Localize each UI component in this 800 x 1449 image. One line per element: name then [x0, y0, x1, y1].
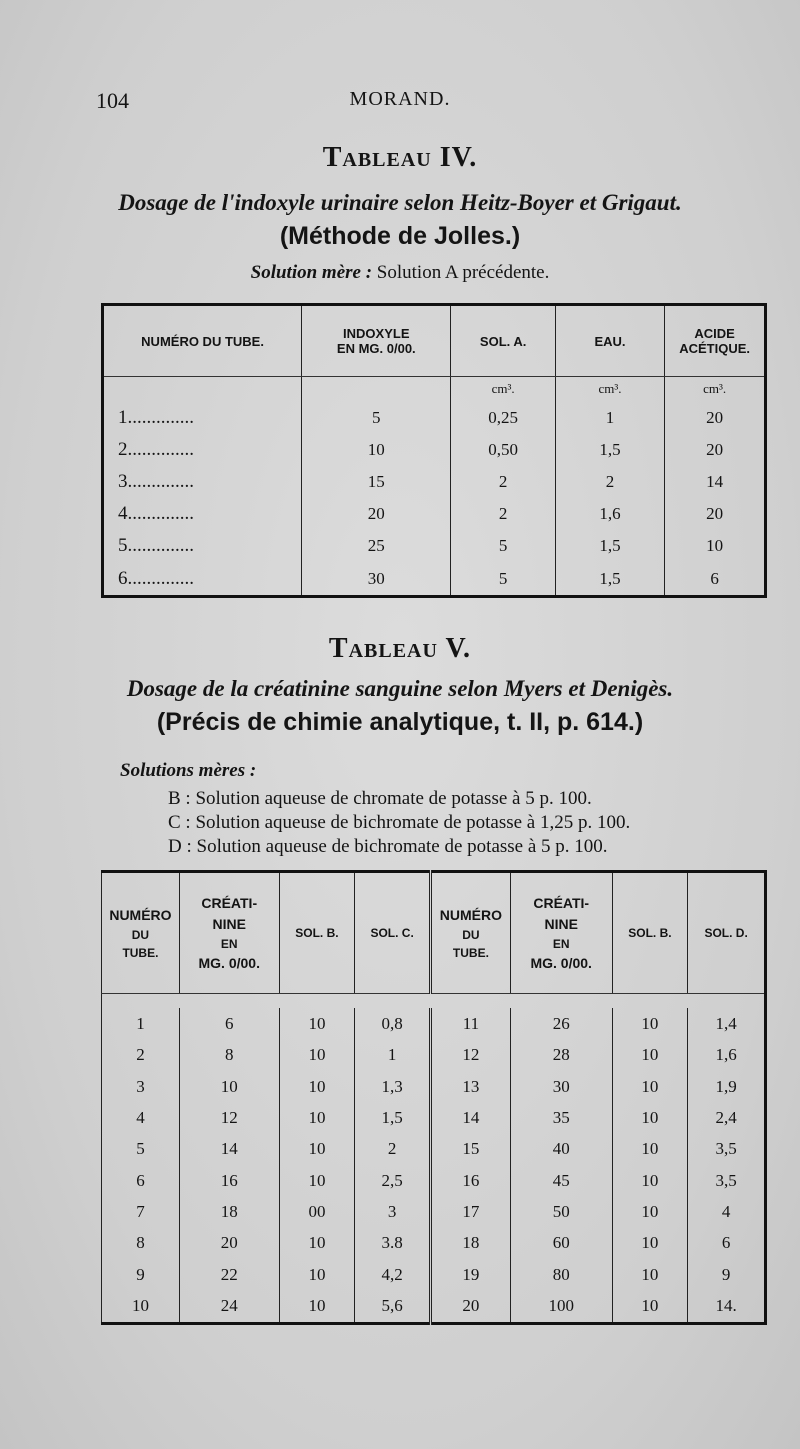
table-cell: 28 [510, 1040, 612, 1071]
table-row [102, 1008, 766, 1039]
table-cell: 10 [279, 1291, 355, 1324]
table-cell: 3.............. [118, 471, 194, 493]
table-cell: 20 [179, 1228, 279, 1259]
running-title: MORAND. [349, 88, 451, 110]
table-cell: 16 [179, 1165, 279, 1196]
table-cell: 20 [665, 434, 766, 466]
table-cell: 20 [430, 1291, 510, 1324]
table-cell: 45 [510, 1165, 612, 1196]
table-cell: 20 [665, 498, 766, 530]
col-header-sol-b-2: SOL. B. [612, 872, 688, 994]
table-row [102, 1071, 766, 1102]
solution-c: C : Solution aqueuse de bichromate de potasse à 1,25 p. 100. [168, 812, 631, 833]
table-cell: 6 [688, 1228, 766, 1259]
table-cell: 4,2 [355, 1259, 431, 1290]
table-cell: 6.............. [118, 567, 194, 589]
table4-subtitle: Dosage de l'indoxyle urinaire selon Heitz-Boyer et Grigaut. [118, 190, 682, 215]
table-cell: 00 [279, 1196, 355, 1227]
table-cell: 6 [136, 1170, 145, 1190]
table-cell: 2 [355, 1134, 431, 1165]
table-row [102, 1259, 766, 1290]
unit-cell: cm³. [451, 377, 555, 402]
table-cell: 10 [279, 1008, 355, 1039]
table-cell: 3 [136, 1076, 145, 1096]
table-cell: 8 [179, 1040, 279, 1071]
table-cell: 10 [279, 1040, 355, 1071]
table-cell: 10 [302, 434, 451, 466]
col-header-sol-b: SOL. B. [279, 872, 355, 994]
col-header-indoxyle: INDOXYLE EN MG. 0/00. [302, 305, 451, 377]
table-cell: 15 [302, 466, 451, 498]
table5 [101, 870, 767, 1325]
table-cell: 5.............. [118, 535, 194, 557]
table-cell: 10 [279, 1071, 355, 1102]
table-cell: 1,6 [688, 1040, 766, 1071]
table-cell: 10 [612, 1071, 688, 1102]
table-cell: 10 [612, 1228, 688, 1259]
col-header-acide: ACIDE ACÉTIQUE. [665, 305, 766, 377]
table-cell: 1,5 [355, 1102, 431, 1133]
table-cell: 20 [665, 402, 766, 434]
table-cell: 2 [136, 1045, 145, 1065]
table-cell: 16 [430, 1165, 510, 1196]
table-cell: 18 [179, 1196, 279, 1227]
table-cell: 10 [612, 1259, 688, 1290]
table-cell: 5 [451, 563, 555, 597]
table-cell: 25 [302, 530, 451, 562]
table-cell: 9 [136, 1264, 145, 1284]
table-cell: 0,8 [355, 1008, 431, 1039]
table-cell: 10 [612, 1165, 688, 1196]
table-cell: 10 [612, 1291, 688, 1324]
solution-text: Solution A précédente. [372, 262, 550, 283]
table-row [102, 1196, 766, 1227]
table-row [103, 434, 766, 466]
table5-reference: (Précis de chimie analytique, t. II, p. 614.) [156, 708, 644, 736]
table-cell: 11 [430, 1008, 510, 1039]
table-cell: 60 [510, 1228, 612, 1259]
table-cell: 14 [430, 1102, 510, 1133]
unit-cell [302, 377, 451, 402]
table-cell: 1,4 [688, 1008, 766, 1039]
table-cell: 40 [510, 1134, 612, 1165]
table-row [103, 498, 766, 530]
table-cell: 10 [279, 1259, 355, 1290]
table-cell: 2,4 [688, 1102, 766, 1133]
table-cell: 10 [612, 1040, 688, 1071]
table-cell: 0,25 [451, 402, 555, 434]
col-header-sol-a: SOL. A. [451, 305, 555, 377]
table-cell: 6 [665, 563, 766, 597]
table-cell: 22 [179, 1259, 279, 1290]
table-cell: 17 [430, 1196, 510, 1227]
col-header-creatinine-2: CRÉATI- NINE EN MG. 0/00. [510, 872, 612, 994]
table-cell: 1,5 [555, 434, 664, 466]
unit-cell: cm³. [555, 377, 664, 402]
table-cell: 19 [430, 1259, 510, 1290]
table-cell: 4.............. [118, 503, 194, 525]
table-cell: 10 [665, 530, 766, 562]
table-cell: 13 [430, 1071, 510, 1102]
col-header-numero-2: NUMÉRO DU TUBE. [430, 872, 510, 994]
table-cell: 3,5 [688, 1165, 766, 1196]
table5-subtitle: Dosage de la créatinine sanguine selon Myers et Denigès. [126, 676, 674, 701]
col-header-sol-c: SOL. C. [355, 872, 431, 994]
table-row [102, 1165, 766, 1196]
table4-method: (Méthode de Jolles.) [279, 222, 521, 250]
table-cell: 1,6 [555, 498, 664, 530]
table-cell: 8 [136, 1233, 145, 1253]
table-cell: 3,5 [688, 1134, 766, 1165]
table-cell: 5,6 [355, 1291, 431, 1324]
table-cell: 100 [510, 1291, 612, 1324]
table-row [103, 402, 766, 434]
table-cell: 10 [612, 1196, 688, 1227]
table-cell: 30 [510, 1071, 612, 1102]
col-header-eau: EAU. [555, 305, 664, 377]
table-cell: 4 [688, 1196, 766, 1227]
table4 [101, 303, 767, 598]
table-cell: 18 [430, 1228, 510, 1259]
table-cell: 3.8 [355, 1228, 431, 1259]
table-cell: 2,5 [355, 1165, 431, 1196]
table-cell: 14. [688, 1291, 766, 1324]
table-row [102, 1040, 766, 1071]
table-cell: 10 [279, 1228, 355, 1259]
table-cell: 1,5 [555, 563, 664, 597]
solution-d: D : Solution aqueuse de bichromate de potasse à 5 p. 100. [168, 836, 608, 857]
col-header-tube: NUMÉRO DU TUBE. [103, 305, 302, 377]
table5-title: Tableau V. [328, 633, 472, 664]
table-cell: 1,5 [555, 530, 664, 562]
col-header-numero: NUMÉRO DU TUBE. [102, 872, 180, 994]
unit-cell: cm³. [665, 377, 766, 402]
table-cell: 1,3 [355, 1071, 431, 1102]
table-cell: 2.............. [118, 438, 194, 460]
table4-solution [0, 262, 800, 284]
table-cell: 35 [510, 1102, 612, 1133]
table-cell: 5 [302, 402, 451, 434]
table-cell: 14 [665, 466, 766, 498]
table-cell: 0,50 [451, 434, 555, 466]
table-cell: 5 [136, 1139, 145, 1159]
table4-title: Tableau IV. [322, 142, 478, 173]
unit-cell [103, 377, 302, 402]
table-cell: 26 [510, 1008, 612, 1039]
table-cell: 1.............. [118, 406, 194, 428]
table-cell: 7 [136, 1202, 145, 1222]
table-cell: 1 [355, 1040, 431, 1071]
table-cell: 10 [131, 1296, 149, 1316]
solution-label: Solution mère : [250, 262, 373, 283]
table-cell: 80 [510, 1259, 612, 1290]
table-cell: 3 [355, 1196, 431, 1227]
table-cell: 1 [136, 1013, 145, 1033]
table-cell: 12 [179, 1102, 279, 1133]
table-cell: 10 [279, 1102, 355, 1133]
table-cell: 4 [136, 1107, 145, 1127]
table-cell: 1,9 [688, 1071, 766, 1102]
table-cell: 30 [302, 563, 451, 597]
table-cell: 12 [430, 1040, 510, 1071]
table-cell: 5 [451, 530, 555, 562]
table-cell: 50 [510, 1196, 612, 1227]
table-cell: 2 [451, 498, 555, 530]
table-row [103, 466, 766, 498]
col-header-creatinine: CRÉATI- NINE EN MG. 0/00. [179, 872, 279, 994]
table-cell: 10 [612, 1102, 688, 1133]
table-cell: 10 [612, 1134, 688, 1165]
table-row [103, 563, 766, 597]
table-cell: 6 [179, 1008, 279, 1039]
solution-b: B : Solution aqueuse de chromate de potasse à 5 p. 100. [168, 788, 592, 809]
table-row [102, 1134, 766, 1165]
table-cell: 2 [451, 466, 555, 498]
table-cell: 15 [430, 1134, 510, 1165]
page-number: 104 [96, 88, 129, 113]
table-cell: 24 [179, 1291, 279, 1324]
table-cell: 20 [302, 498, 451, 530]
table-cell: 14 [179, 1134, 279, 1165]
table-cell: 9 [688, 1259, 766, 1290]
col-header-sol-d: SOL. D. [688, 872, 766, 994]
table-row [102, 1102, 766, 1133]
table-row [102, 1291, 766, 1324]
table-cell: 10 [279, 1134, 355, 1165]
table-cell: 1 [555, 402, 664, 434]
table-row [103, 530, 766, 562]
table-cell: 10 [279, 1165, 355, 1196]
table-row [102, 1228, 766, 1259]
table-cell: 10 [612, 1008, 688, 1039]
table-cell: 2 [555, 466, 664, 498]
table-cell: 10 [179, 1071, 279, 1102]
table5-solutions-label: Solutions mères : [120, 760, 257, 781]
